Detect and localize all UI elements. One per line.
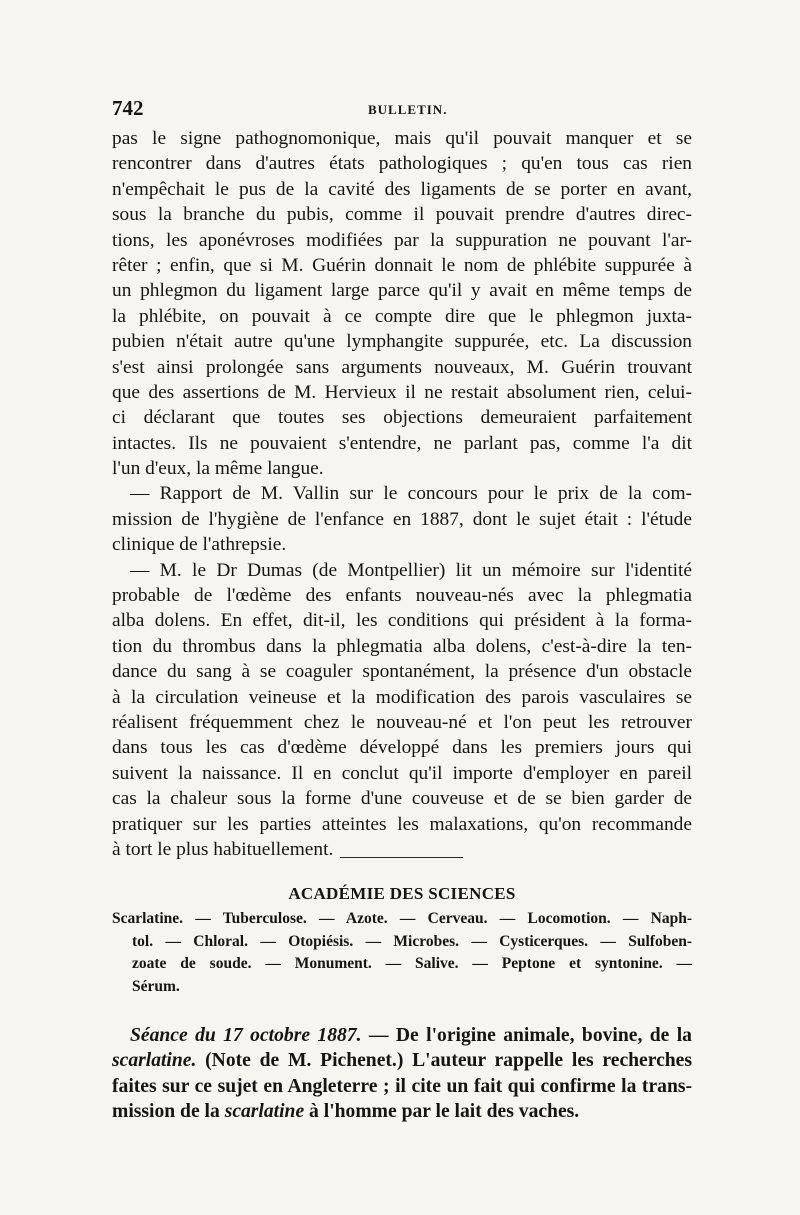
seance-line (112, 1048, 692, 1073)
text-line: dans tous les cas d'œdème développé dans les premiers jours qui (112, 737, 692, 759)
text-line: pratiquer sur les parties atteintes les malaxations, qu'on recommande (112, 813, 692, 835)
text-line: sous la branche du pubis, comme il pouvait prendre d'autres direc- (112, 204, 692, 226)
text-line: probable de l'œdème des enfants nouveau-nés avec la phlegmatia (112, 585, 692, 607)
text-line: que des assertions de M. Hervieux il ne restait absolument rien, celui- (112, 381, 692, 403)
page-number: 742 (112, 96, 144, 120)
seance-text: mission de la (112, 1101, 225, 1123)
text-line: n'empêchait le pus de la cavité des ligaments de se porter en avant, (112, 178, 692, 200)
seance-date: Séance du 17 octobre 1887. (130, 1025, 362, 1046)
seance-text: à l'homme par le lait des vaches. (304, 1101, 580, 1123)
text-line: rencontrer dans d'autres états pathologiques ; qu'en tous cas rien (112, 153, 692, 175)
seance-line: faites sur ce sujet en Angleterre ; il cite un fait qui confirme la trans- (112, 1075, 692, 1097)
section-title: ACADÉMIE DES SCIENCES (288, 884, 516, 903)
running-head: BULLETIN. (368, 102, 448, 117)
summary-line: Scarlatine. — Tuberculose. — Azote. — Cerveau. — Locomotion. — Naph- (112, 910, 692, 927)
text-line: tions, les aponévroses modifiées par la suppuration ne pouvant l'ar- (112, 229, 692, 251)
text-line: l'un d'eux, la même langue. (112, 458, 324, 480)
seance-text: (Note de M. Pichenet.) L'auteur rappelle les recherches (196, 1050, 692, 1072)
seance-paragraph (112, 1023, 692, 1125)
page-header (112, 96, 692, 122)
text-line: la phlébite, on pouvait à ce compte dire que le phlegmon juxta- (112, 305, 692, 327)
text-line: — Rapport de M. Vallin sur le concours pour le prix de la com- (130, 483, 692, 505)
summary-line: Sérum. (132, 977, 180, 995)
seance-line (112, 1023, 692, 1048)
text-line: intactes. Ils ne pouvaient s'entendre, ne parlant pas, comme l'a dit (112, 432, 692, 454)
text-line: mission de l'hygiène de l'enfance en 1887, dont le sujet était : l'étude (112, 508, 692, 530)
text-line: dance du sang à se coaguler spontanément, la présence d'un obstacle (112, 661, 692, 683)
seance-term: scarlatine (224, 1101, 305, 1123)
text-line: tion du thrombus dans la phlegmatia alba dolens, c'est-à-dire la ten- (112, 635, 692, 657)
seance-term: scarlatine. (112, 1050, 197, 1072)
section-separator (340, 857, 463, 858)
text-line: clinique de l'athrepsie. (112, 534, 287, 556)
text-line: pubien n'était autre qu'une lymphangite suppurée, etc. La discussion (112, 331, 692, 353)
text-line: rêter ; enfin, que si M. Guérin donnait le nom de phlébite suppurée à (112, 254, 692, 276)
summary-line: zoate de soude. — Monument. — Salive. — Peptone et syntonine. — (132, 955, 692, 972)
text-line: à la circulation veineuse et la modification des parois vasculaires se (112, 686, 692, 708)
text-line: s'est ainsi prolongée sans arguments nouveaux, M. Guérin trouvant (112, 356, 692, 378)
text-line: cas la chaleur sous la forme d'une couveuse et de se bien garder de (112, 788, 692, 810)
summary-line: tol. — Chloral. — Otopiésis. — Microbes. — Cysticerques. — Sulfoben- (132, 932, 692, 950)
text-line: — M. le Dr Dumas (de Montpellier) lit un mémoire sur l'identité (130, 559, 692, 581)
body-text (112, 126, 692, 862)
seance-text: — De l'origine animale, bovine, de la (361, 1025, 692, 1046)
text-line: réalisent fréquemment chez le nouveau-né et l'on peut les retrouver (112, 711, 692, 733)
section-summary (112, 908, 692, 998)
text-line: suivent la naissance. Il en conclut qu'il importe d'employer en pareil (112, 762, 692, 784)
text-line: un phlegmon du ligament large parce qu'il y avait en même temps de (112, 280, 692, 302)
text-line: alba dolens. En effet, dit-il, les conditions qui président à la forma- (112, 610, 692, 632)
seance-line (112, 1099, 692, 1124)
text-line: à tort le plus habituellement. (112, 838, 334, 860)
text-line: ci déclarant que toutes ses objections demeuraient parfaitement (112, 407, 692, 429)
text-line: pas le signe pathognomonique, mais qu'il pouvait manquer et se (112, 128, 692, 149)
